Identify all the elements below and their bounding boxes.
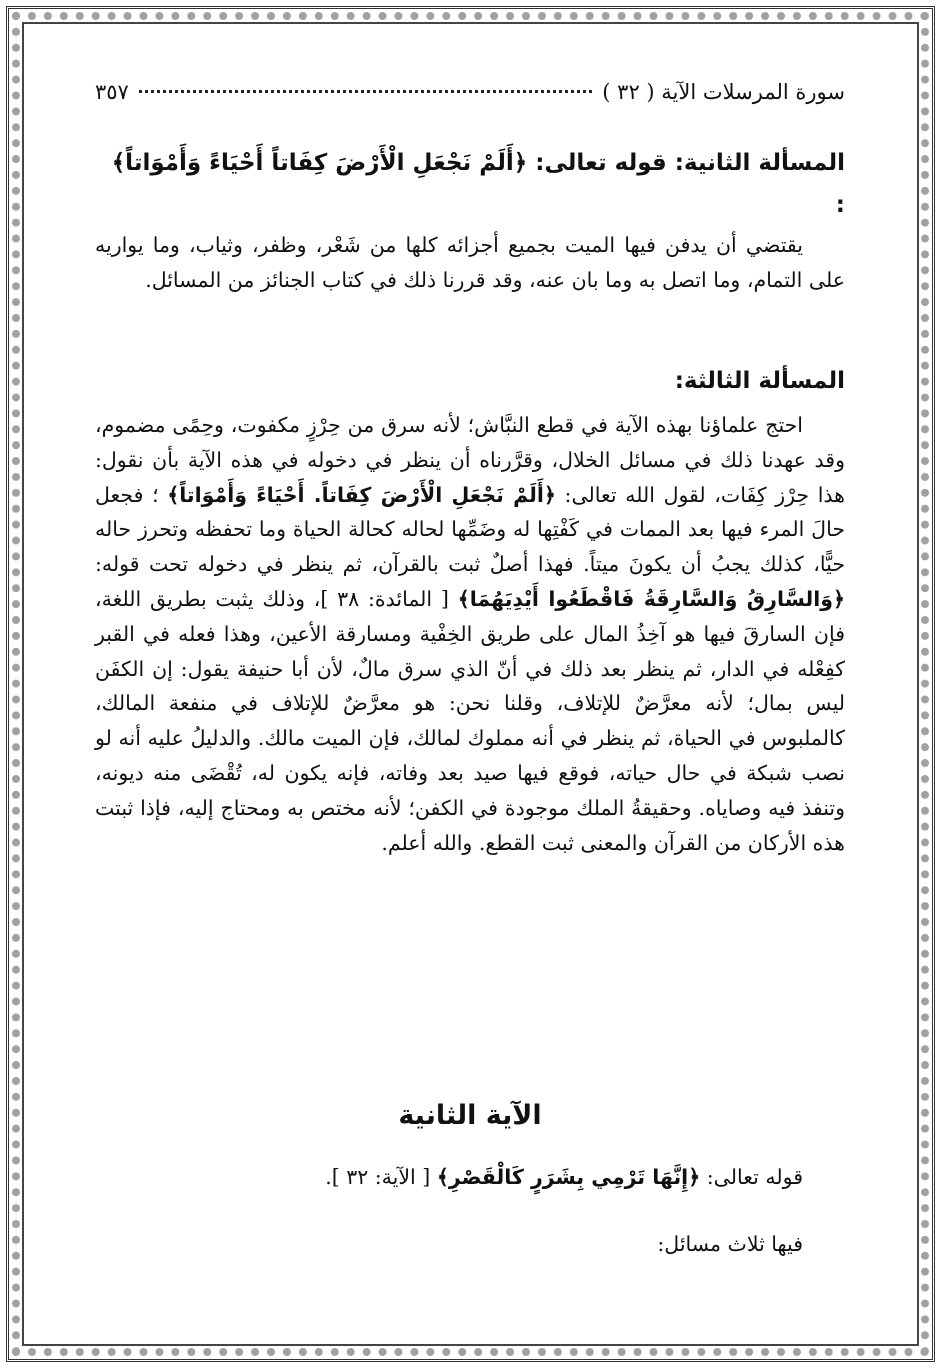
quran-quote-sariq: ﴿وَالسَّارِقُ وَالسَّارِقَةُ فَاقْطَعُوا أَيْدِيَهُمَا﴾ bbox=[457, 586, 845, 611]
masala-3-body: احتج علماؤنا بهذه الآية في قطع النبَّاش؛ لأنه سرق من حِرْزٍ مكفوت، وحِمًى مضموم، وقد عهدنا ذلك في مسائل الخلال، وقرَّرناه أن ينظر في دخوله في هذه الآية بأن نقول: هذا حِرْز كِفَات، لقول الله تعالى: ﴿أَلَمْ نَجْعَلِ الْأَرْضَ كِفَاتاً. أَحْيَاءً وَأَمْوَاتاً﴾ ؛ فجعل حالَ المرء فيها بعد الممات في كَفْتِها له وضَمِّها لحاله كحالة الحياة وما تحفظه وتحرز حاله حيًّا، كذلك يجبُ أن يكونَ ميتاً. فهذا أصلٌ ثبت بالقرآن، ثم ينظر في دخوله تحت قوله: ﴿وَالسَّارِقُ وَالسَّارِقَةُ فَاقْطَعُوا أَيْدِيَهُمَا﴾ [ المائدة: ٣٨ ]، وذلك يثبت بطريق اللغة، فإن السارقَ فيها هو آخِذُ المال على طريق الخِفْية ومسارقة الأعين، وهذا فعله في القبر كفِعْله في الدار، ثم ينظر بعد ذلك في أنّ الذي سرق مالٌ، لأن أبا حنيفة يقول: إن الكفَن ليس بمال؛ لأنه معرَّضٌ للإتلاف، وقلنا نحن: هو معرَّضٌ للإتلاف في منفعة المالك، كالملبوس في الحياة، ثم ينظر في أنه مملوك لمالك، فإن الميت مالك. والدليلُ عليه أنه لو نصب شبكة في حال حياته، فوقع فيها صيد بعد وفاته، فإنه يكون له، تُقْضَى منه ديونه، وتنفذ فيه وصاياه. وحقيقةُ الملك موجودة في الكفن؛ لأنه مختص به ومحتاج إليه، فإذا ثبتت هذه الأركان من القرآن والمعنى ثبت القطع. والله أعلم. bbox=[95, 413, 845, 855]
running-header bbox=[95, 80, 845, 114]
masala-3 bbox=[95, 360, 845, 860]
aya-2 bbox=[95, 1160, 845, 1262]
surah-reference: سورة المرسلات الآية ( ٣٢ ) bbox=[602, 80, 845, 104]
masala-2 bbox=[95, 142, 845, 298]
header-leader-dots bbox=[139, 90, 592, 93]
masala-3-heading: المسألة الثالثة: bbox=[674, 368, 845, 394]
quran-quote: ﴿أَلَمْ نَجْعَلِ الْأَرْضَ كِفَاتاً أَحْيَاءً وَأَمْوَاتاً﴾ bbox=[111, 150, 528, 176]
book-page bbox=[95, 60, 845, 1350]
quran-quote-kifat: ﴿أَلَمْ نَجْعَلِ الْأَرْضَ كِفَاتاً. أَحْيَاءً وَأَمْوَاتاً﴾ bbox=[167, 482, 556, 507]
aya-2-verse: قوله تعالى: ﴿إِنَّهَا تَرْمِي بِشَرَرٍ كَالْقَصْرِ﴾ [ الآية: ٣٢ ]. bbox=[325, 1165, 803, 1189]
page-number: ٣٥٧ bbox=[95, 80, 129, 104]
masala-2-body: يقتضي أن يدفن فيها الميت بجميع أجزائه كلها من شَعْر، وظفر، وثياب، وما يواريه على التمام، وما اتصل به وما بان عنه، وقد قررنا ذلك في كتاب الجنائز من المسائل. bbox=[95, 233, 845, 292]
aya-2-closing: فيها ثلاث مسائل: bbox=[657, 1231, 803, 1256]
masala-2-heading: المسألة الثانية: قوله تعالى: ﴿أَلَمْ نَجْعَلِ الْأَرْضَ كِفَاتاً أَحْيَاءً وَأَمْوَاتاً﴾ : bbox=[111, 150, 845, 218]
aya-2-title: الآية الثانية bbox=[398, 1100, 542, 1131]
quran-quote-shirar: ﴿إِنَّهَا تَرْمِي بِشَرَرٍ كَالْقَصْرِ﴾ bbox=[436, 1165, 701, 1189]
verse-reference: [ الآية: ٣٢ ]. bbox=[325, 1165, 431, 1189]
